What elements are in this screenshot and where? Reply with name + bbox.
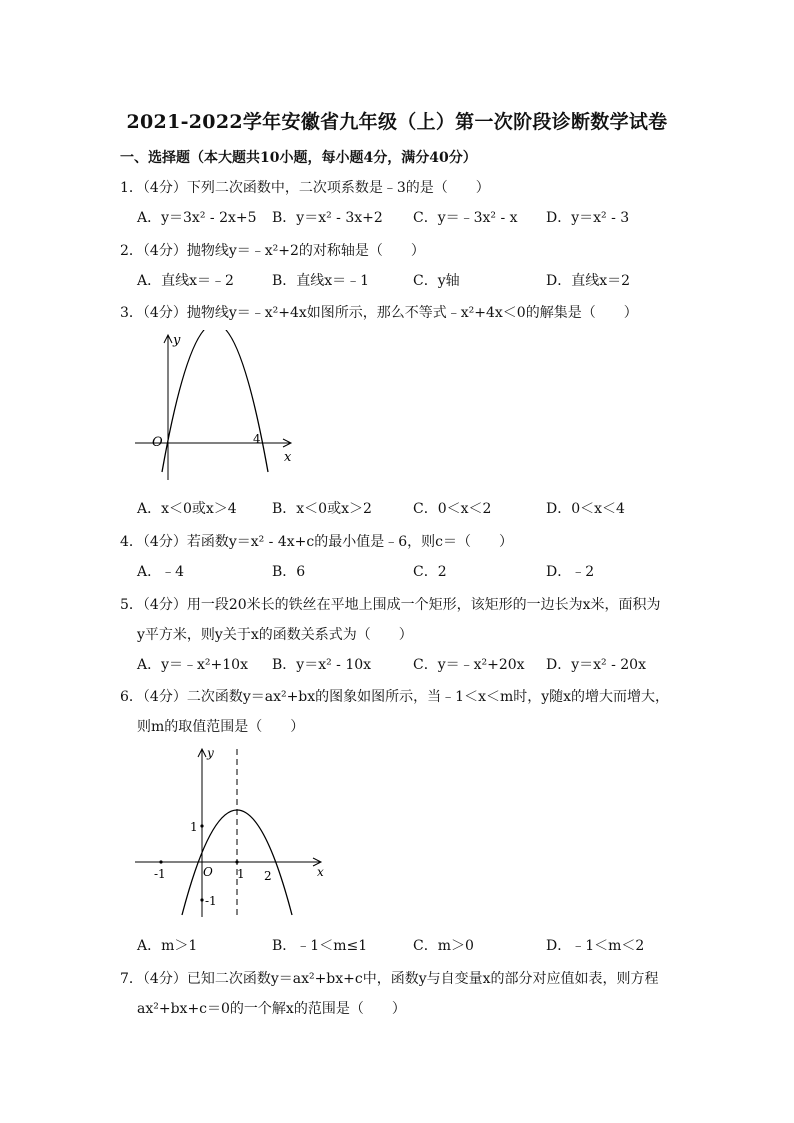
- tick-point-1-x: [235, 860, 238, 863]
- tick-label-neg1-x: -1: [154, 867, 166, 881]
- question-4-option-c: C．2: [413, 564, 447, 580]
- tick-label-neg1-y: -1: [205, 894, 217, 908]
- question-1-option-d: D．y＝x² - 3: [546, 210, 630, 226]
- question-4-option-d: D．﹣2: [546, 564, 595, 580]
- question-2-text: 2．（4分）抛物线y＝﹣x²+2的对称轴是（ ）: [120, 243, 425, 259]
- question-3-text: 3．（4分）抛物线y＝﹣x²+4x如图所示，那么不等式﹣x²+4x＜0的解集是（ ）: [120, 305, 638, 321]
- question-7-text-line-2: ax²+bx+c＝0的一个解x的范围是（ ）: [137, 1001, 406, 1017]
- question-6-parabola-figure: [135, 745, 335, 920]
- question-2-option-d: D．直线x＝2: [546, 273, 631, 289]
- question-2-option-a: A．直线x＝﹣2: [137, 273, 234, 289]
- origin-label: O: [152, 435, 163, 450]
- question-5-option-a: A．y＝﹣x²+10x: [137, 657, 248, 673]
- tick-point-neg1-y: [200, 898, 203, 901]
- question-4-option-a: A．﹣4: [137, 564, 185, 580]
- root-label: 4: [253, 432, 261, 446]
- question-3-option-c: C．0＜x＜2: [413, 501, 492, 517]
- question-3-option-b: B．x＜0或x＞2: [272, 501, 372, 517]
- question-6-option-c: C．m＞0: [413, 938, 474, 954]
- question-1-option-a: A．y＝3x² - 2x+5: [137, 210, 257, 226]
- page-title: 2021-2022学年安徽省九年级（上）第一次阶段诊断数学试卷: [126, 111, 668, 133]
- question-6-option-a: A．m＞1: [137, 938, 198, 954]
- tick-point-neg1-x: [159, 860, 162, 863]
- y-axis-label: y: [207, 746, 214, 760]
- tick-label-2-x: 2: [264, 869, 272, 883]
- y-axis-label: y: [173, 333, 181, 348]
- question-3-parabola-figure: [135, 330, 305, 482]
- question-5-option-b: B．y＝x² - 10x: [272, 657, 372, 673]
- question-4-text: 4．（4分）若函数y＝x² - 4x+c的最小值是﹣6，则c＝（ ）: [120, 534, 513, 550]
- parabola-curve: [162, 330, 268, 472]
- question-6-text-line-1: 6．（4分）二次函数y＝ax²+bx的图象如图所示，当﹣1＜x＜m时，y随x的增大而增大，: [120, 689, 670, 705]
- tick-label-1-y: 1: [190, 820, 198, 834]
- x-axis-label: x: [317, 865, 324, 879]
- question-5-text-line-1: 5．（4分）用一段20米长的铁丝在平地上围成一个矩形，该矩形的一边长为x米，面积为: [120, 597, 661, 613]
- question-7-text-line-1: 7．（4分）已知二次函数y＝ax²+bx+c中，函数y与自变量x的部分对应值如表，则方程: [120, 971, 659, 987]
- origin-label: O: [203, 865, 213, 879]
- question-5-option-d: D．y＝x² - 20x: [546, 657, 646, 673]
- question-4-option-b: B．6: [272, 564, 306, 580]
- question-3-option-d: D．0＜x＜4: [546, 501, 625, 517]
- question-2-option-b: B．直线x＝﹣1: [272, 273, 370, 289]
- question-3-option-a: A．x＜0或x＞4: [137, 501, 237, 517]
- question-6-option-d: D．﹣1＜m＜2: [546, 938, 645, 954]
- question-2-option-c: C．y轴: [413, 273, 460, 289]
- question-1-option-b: B．y＝x² - 3x+2: [272, 210, 383, 226]
- section-heading: 一、选择题（本大题共10小题，每小题4分，满分40分）: [120, 150, 477, 166]
- question-1-option-c: C．y＝﹣3x² - x: [413, 210, 518, 226]
- tick-point-1-y: [200, 824, 203, 827]
- x-axis-label: x: [284, 450, 292, 465]
- question-6-option-b: B．﹣1＜m≤1: [272, 938, 368, 954]
- question-5-option-c: C．y＝﹣x²+20x: [413, 657, 525, 673]
- question-6-text-line-2: 则m的取值范围是（ ）: [137, 719, 305, 735]
- question-5-text-line-2: y平方米，则y关于x的函数关系式为（ ）: [137, 627, 413, 643]
- tick-label-1-x: 1: [237, 867, 245, 881]
- question-1-text: 1．（4分）下列二次函数中，二次项系数是﹣3的是（ ）: [120, 180, 490, 196]
